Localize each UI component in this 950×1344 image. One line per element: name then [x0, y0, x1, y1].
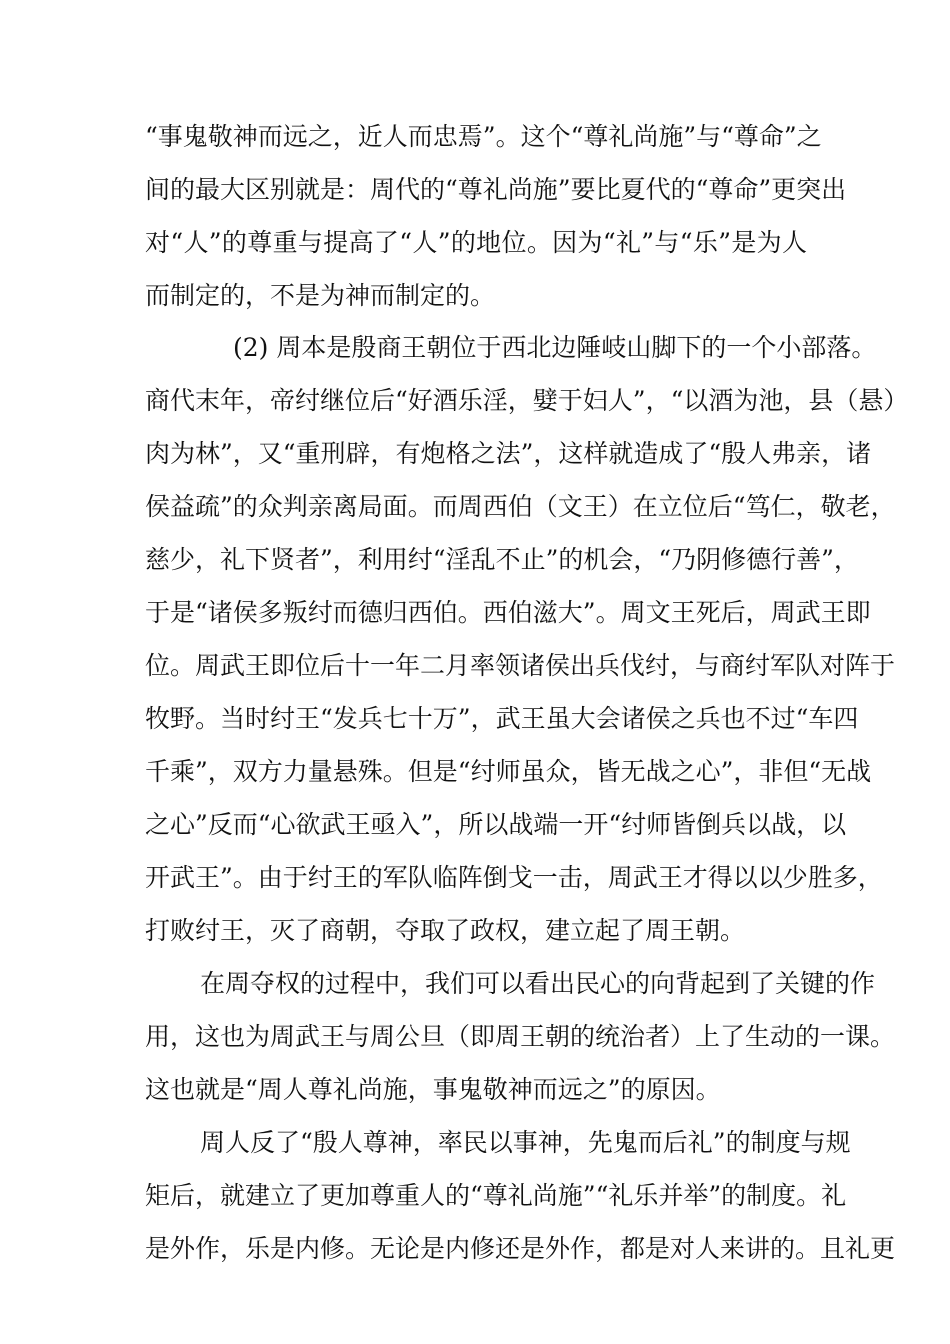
text-line: 对“人”的尊重与提高了“人”的地位。因为“礼”与“乐”是为人 [145, 228, 807, 257]
text-line: 而制定的，不是为神而制定的。 [145, 281, 496, 310]
text-line: 这也就是“周人尊礼尚施，事鬼敬神而远之”的原因。 [145, 1075, 721, 1104]
text-line: (2) 周本是殷商王朝位于西北边陲岐山脚下的一个小部落。 [233, 333, 877, 362]
text-line: 商代末年，帝纣继位后“好酒乐淫，嬖于妇人”，“以酒为池，县（悬） [145, 386, 909, 415]
text-line: 慈少，礼下贤者”，利用纣“淫乱不止”的机会，“乃阴修德行善”， [145, 545, 859, 574]
text-line: 肉为林”，又“重刑辟，有炮格之法”，这样就造成了“殷人弗亲，诸 [145, 439, 872, 468]
text-line: 开武王”。由于纣王的军队临阵倒戈一击，周武王才得以以少胜多， [145, 863, 883, 892]
text-line: 在周夺权的过程中，我们可以看出民心的向背起到了关键的作 [200, 969, 876, 998]
text-line: 千乘”，双方力量悬殊。但是“纣师虽众，皆无战之心”，非但“无战 [145, 757, 872, 786]
text-line: 周人反了“殷人尊神，率民以事神，先鬼而后礼”的制度与规 [200, 1128, 851, 1157]
text-line: 于是“诸侯多叛纣而德归西伯。西伯滋大”。周文王死后，周武王即 [145, 598, 871, 627]
text-line: “事鬼敬神而远之，近人而忠焉”。这个“尊礼尚施”与“尊命”之 [145, 122, 822, 151]
text-line: 位。周武王即位后十一年二月率领诸侯出兵伐纣，与商纣军队对阵于 [145, 651, 896, 680]
text-line: 牧野。当时纣王“发兵七十万”，武王虽大会诸侯之兵也不过“车四 [145, 704, 859, 733]
text-line: 侯益疏”的众判亲离局面。而周西伯（文王）在立位后“笃仁，敬老， [145, 492, 896, 521]
text-line: 矩后，就建立了更加尊重人的“尊礼尚施”“礼乐并举”的制度。礼 [145, 1181, 847, 1210]
text-line: 之心”反而“心欲武王亟入”，所以战端一开“纣师皆倒兵以战，以 [145, 810, 847, 839]
text-line: 间的最大区别就是：周代的“尊礼尚施”要比夏代的“尊命”更突出 [145, 175, 847, 204]
text-line: 打败纣王，灭了商朝，夺取了政权，建立起了周王朝。 [145, 916, 746, 945]
text-line: 用，这也为周武王与周公旦（即周王朝的统治者）上了生动的一课。 [145, 1022, 896, 1051]
text-line: 是外作，乐是内修。无论是内修还是外作，都是对人来讲的。且礼更 [145, 1234, 896, 1263]
